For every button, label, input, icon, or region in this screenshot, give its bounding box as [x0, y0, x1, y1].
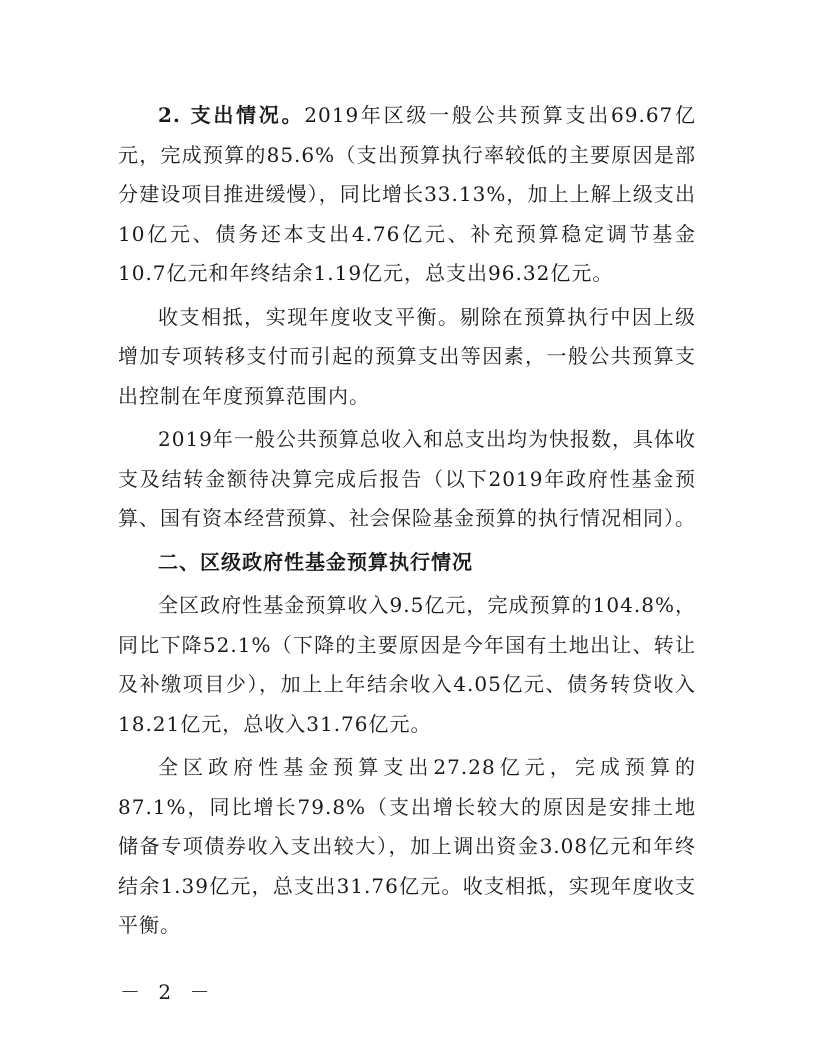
- paragraph-fund-expenditure: [118, 748, 696, 946]
- paragraph-preliminary-note: [118, 420, 696, 539]
- paragraph-text: 2019年区级一般公共预算支出69.67亿元，完成预算的85.6%（支出预算执行率较低的主要原因是部分建设项目推进缓慢），同比增长33.13%，加上上解上级支出10亿元、债务还本支出4.76亿元、补充预算稳定调节基金10.7亿元和年终结余1.19亿元，总支出96.32亿元。: [118, 103, 696, 285]
- paragraph-expenditure: [118, 96, 696, 294]
- page-number: － 2 －: [120, 980, 216, 1004]
- paragraph-balance: [118, 298, 696, 417]
- paragraph-text: 全区政府性基金预算支出27.28亿元，完成预算的87.1%，同比增长79.8%（支出增长较大的原因是安排土地储备专项债券收入支出较大），加上调出资金3.08亿元和年终结余1.39亿元，总支出31.76亿元。收支相抵，实现年度收支平衡。: [118, 755, 696, 937]
- paragraph-text: 2019年一般公共预算总收入和总支出均为快报数，具体收支及结转金额待决算完成后报告（以下2019年政府性基金预算、国有资本经营预算、社会保险基金预算的执行情况相同）。: [118, 427, 696, 530]
- document-body: [118, 96, 696, 950]
- section-heading: 二、区级政府性基金预算执行情况: [158, 549, 473, 574]
- paragraph-text: 收支相抵，实现年度收支平衡。剔除在预算执行中因上级增加专项转移支付而引起的预算支出等因素，一般公共预算支出控制在年度预算范围内。: [118, 304, 696, 408]
- paragraph-text: 全区政府性基金预算收入9.5亿元，完成预算的104.8%，同比下降52.1%（下降的主要原因是今年国有土地出让、转让及补缴项目少），加上上年结余收入4.05亿元、债务转贷收入18.21亿元，总收入31.76亿元。: [118, 593, 696, 736]
- paragraph-lead: 2. 支出情况。: [158, 103, 305, 127]
- paragraph-fund-revenue: [118, 586, 696, 744]
